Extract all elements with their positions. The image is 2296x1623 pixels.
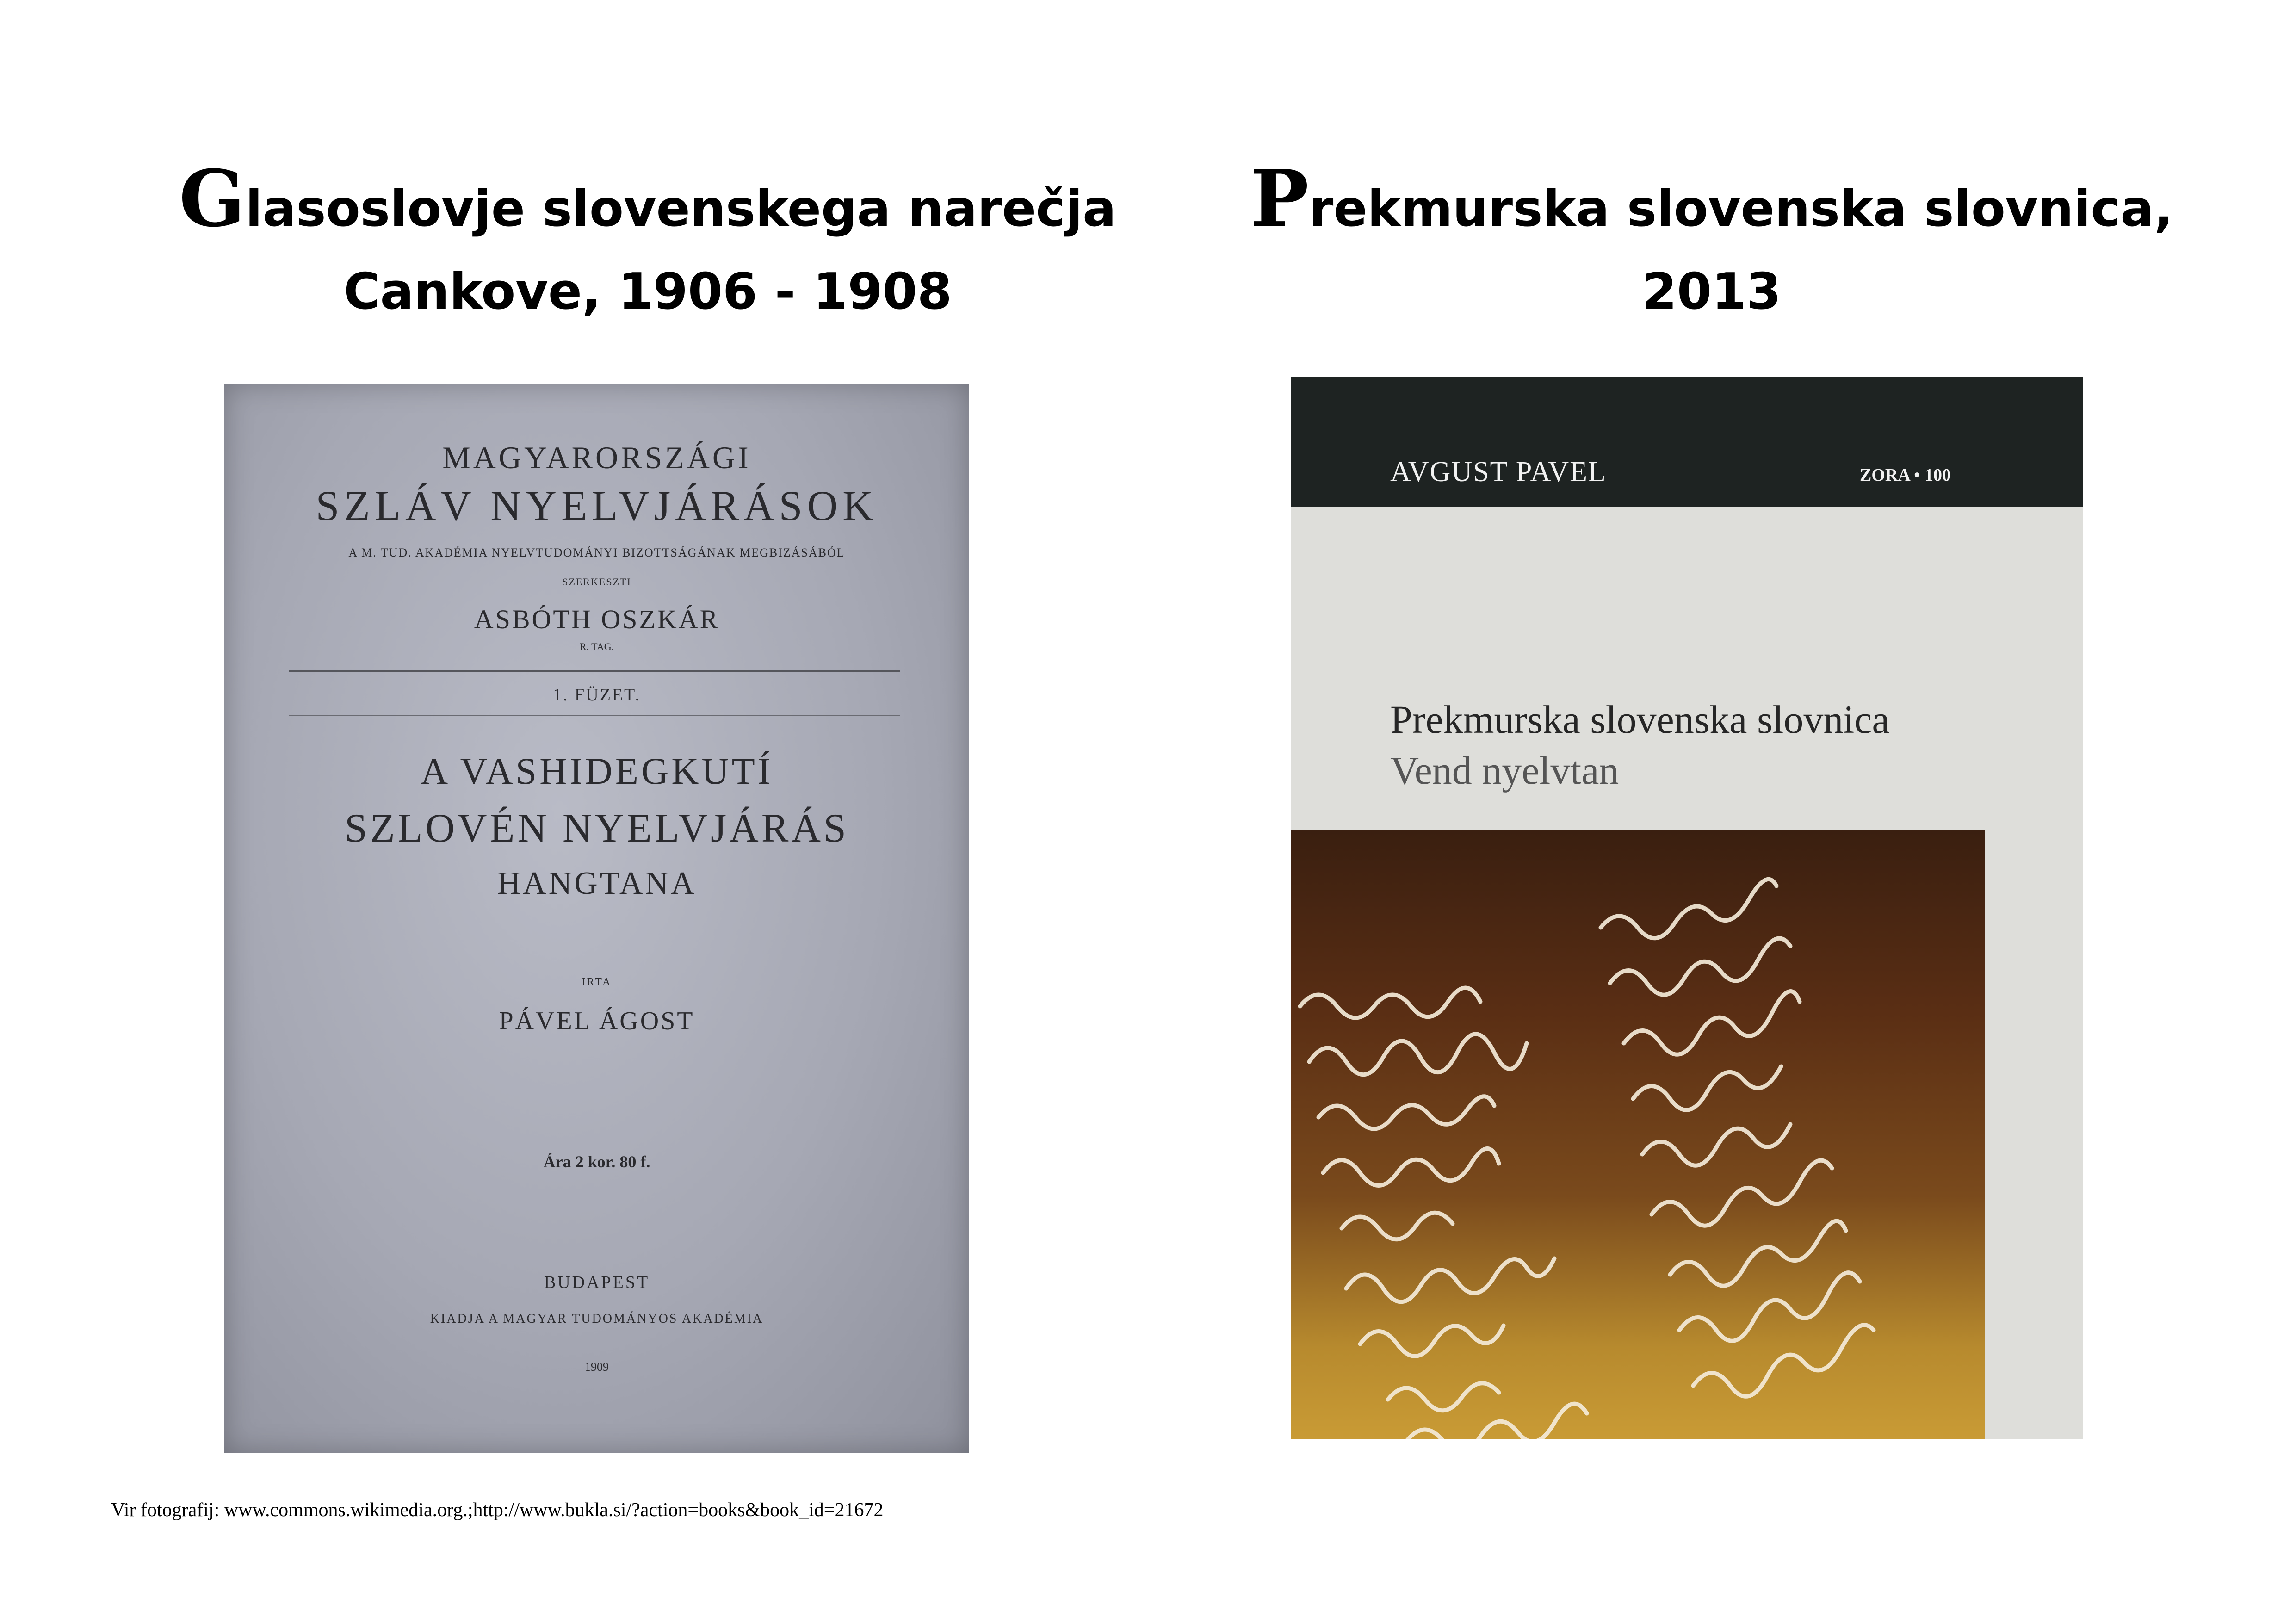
- left-title: [116, 153, 1180, 244]
- left-book-cover-image: [224, 384, 969, 1453]
- cover-title: Prekmurska slovenska slovnica: [1390, 697, 1890, 742]
- left-title-initial: G: [179, 153, 246, 244]
- cover-author: PÁVEL ÁGOST: [499, 1007, 695, 1035]
- cover-title-line1: A VASHIDEGKUTÍ: [420, 750, 774, 792]
- cover-sponsor-line: A M. TUD. AKADÉMIA NYELVTUDOMÁNYI BIZOTTSÁGÁNAK MEGBIZÁSÁBÓL: [348, 546, 845, 559]
- cover-rule-2: [289, 715, 900, 716]
- cover-series-line1: MAGYARORSZÁGI: [442, 440, 751, 475]
- right-title: [1203, 153, 2221, 244]
- cover-series: ZORA • 100: [1860, 465, 1951, 485]
- left-title-rest: lasoslovje slovenskega narečja: [245, 180, 1117, 238]
- cover-title-line3: HANGTANA: [497, 866, 697, 901]
- cover-title-line2: SZLOVÉN NYELVJÁRÁS: [345, 806, 849, 851]
- left-subtitle: Cankove, 1906 - 1908: [343, 263, 952, 321]
- photo-source-note: Vir fotografij: www.commons.wikimedia.org.;http://www.bukla.si/?action=books&book_id=21672: [111, 1499, 884, 1521]
- cover-city: BUDAPEST: [544, 1273, 650, 1292]
- cover-price: Ára 2 kor. 80 f.: [543, 1152, 650, 1171]
- cover-by-label: IRTA: [582, 976, 612, 988]
- left-heading: [116, 153, 1180, 321]
- right-heading: [1203, 153, 2221, 321]
- cover-editor: ASBÓTH OSZKÁR: [474, 604, 720, 634]
- cover-issue: 1. FÜZET.: [553, 685, 641, 705]
- cover-editor-label: SZERKESZTI: [562, 576, 631, 588]
- handwriting-scribbles: [1291, 830, 1985, 1439]
- cover-year: 1909: [585, 1360, 609, 1374]
- cover-editor-role: R. TAG.: [579, 641, 614, 652]
- right-subtitle: 2013: [1642, 263, 1782, 321]
- cover-series-line2: SZLÁV NYELVJÁRÁSOK: [316, 482, 878, 529]
- right-title-initial: P: [1250, 153, 1309, 244]
- handwriting-photo: [1291, 830, 1985, 1439]
- right-title-rest: rekmurska slovenska slovnica,: [1309, 180, 2173, 238]
- cover-rule: [289, 670, 900, 672]
- cover-publisher: KIADJA A MAGYAR TUDOMÁNYOS AKADÉMIA: [430, 1312, 764, 1326]
- cover-subtitle: Vend nyelvtan: [1390, 748, 1619, 793]
- right-book-cover-image: [1291, 377, 2083, 1439]
- cover-author: AVGUST PAVEL: [1390, 456, 1607, 488]
